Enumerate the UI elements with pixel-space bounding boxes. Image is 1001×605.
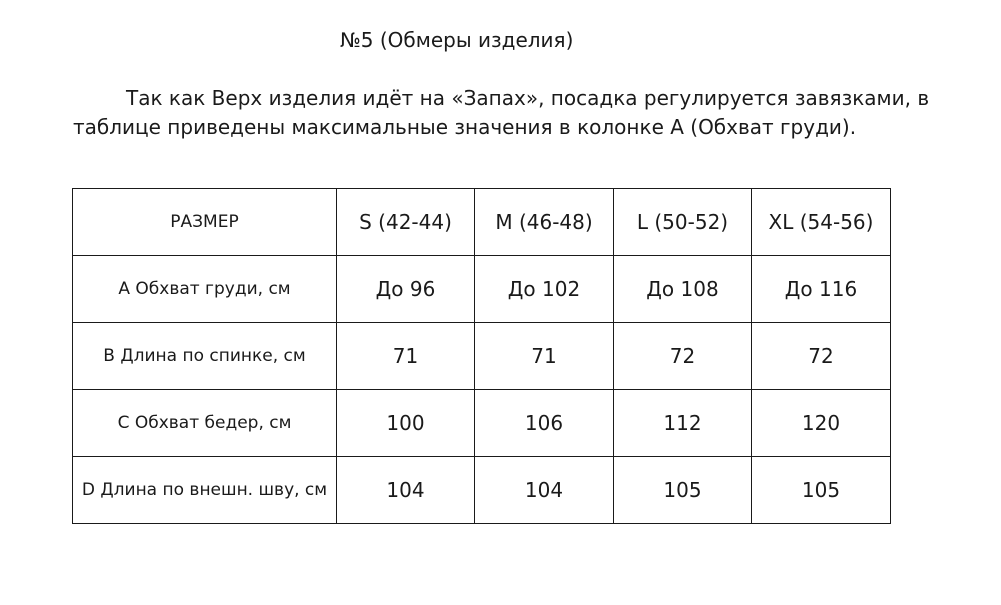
table-cell: 105 bbox=[614, 457, 752, 524]
table-cell: 72 bbox=[752, 323, 891, 390]
table-cell: 120 bbox=[752, 390, 891, 457]
size-measurements-table bbox=[72, 188, 891, 524]
table-cell: 112 bbox=[614, 390, 752, 457]
paragraph-line-1: Так как Верх изделия идёт на «Запах», посадка регулируется завязками, в bbox=[126, 86, 930, 110]
table-cell: 104 bbox=[337, 457, 475, 524]
table-cell: До 116 bbox=[752, 256, 891, 323]
size-header-l: L (50-52) bbox=[614, 189, 752, 256]
size-header-m: M (46-48) bbox=[475, 189, 614, 256]
table-cell: 72 bbox=[614, 323, 752, 390]
table-cell: 100 bbox=[337, 390, 475, 457]
row-label-back-length: В Длина по спинке, см bbox=[73, 323, 337, 390]
row-label-outer-seam: D Длина по внешн. шву, см bbox=[73, 457, 337, 524]
intro-paragraph bbox=[73, 84, 953, 142]
table-cell: 71 bbox=[337, 323, 475, 390]
paragraph-line-2: таблице приведены максимальные значения в колонке А (Обхват груди). bbox=[73, 115, 857, 139]
row-label-hips: С Обхват бедер, см bbox=[73, 390, 337, 457]
table-row bbox=[73, 256, 891, 323]
table-cell: До 96 bbox=[337, 256, 475, 323]
table-header-row bbox=[73, 189, 891, 256]
table-row bbox=[73, 390, 891, 457]
table-cell: 104 bbox=[475, 457, 614, 524]
table-cell: 106 bbox=[475, 390, 614, 457]
table-cell: До 102 bbox=[475, 256, 614, 323]
size-header-s: S (42-44) bbox=[337, 189, 475, 256]
row-label-chest: А Обхват груди, см bbox=[73, 256, 337, 323]
table-cell: До 108 bbox=[614, 256, 752, 323]
size-header-xl: XL (54-56) bbox=[752, 189, 891, 256]
table-cell: 105 bbox=[752, 457, 891, 524]
table-row bbox=[73, 323, 891, 390]
header-label-cell: РАЗМЕР bbox=[73, 189, 337, 256]
document-heading: №5 (Обмеры изделия) bbox=[340, 28, 574, 52]
table-row bbox=[73, 457, 891, 524]
table-cell: 71 bbox=[475, 323, 614, 390]
